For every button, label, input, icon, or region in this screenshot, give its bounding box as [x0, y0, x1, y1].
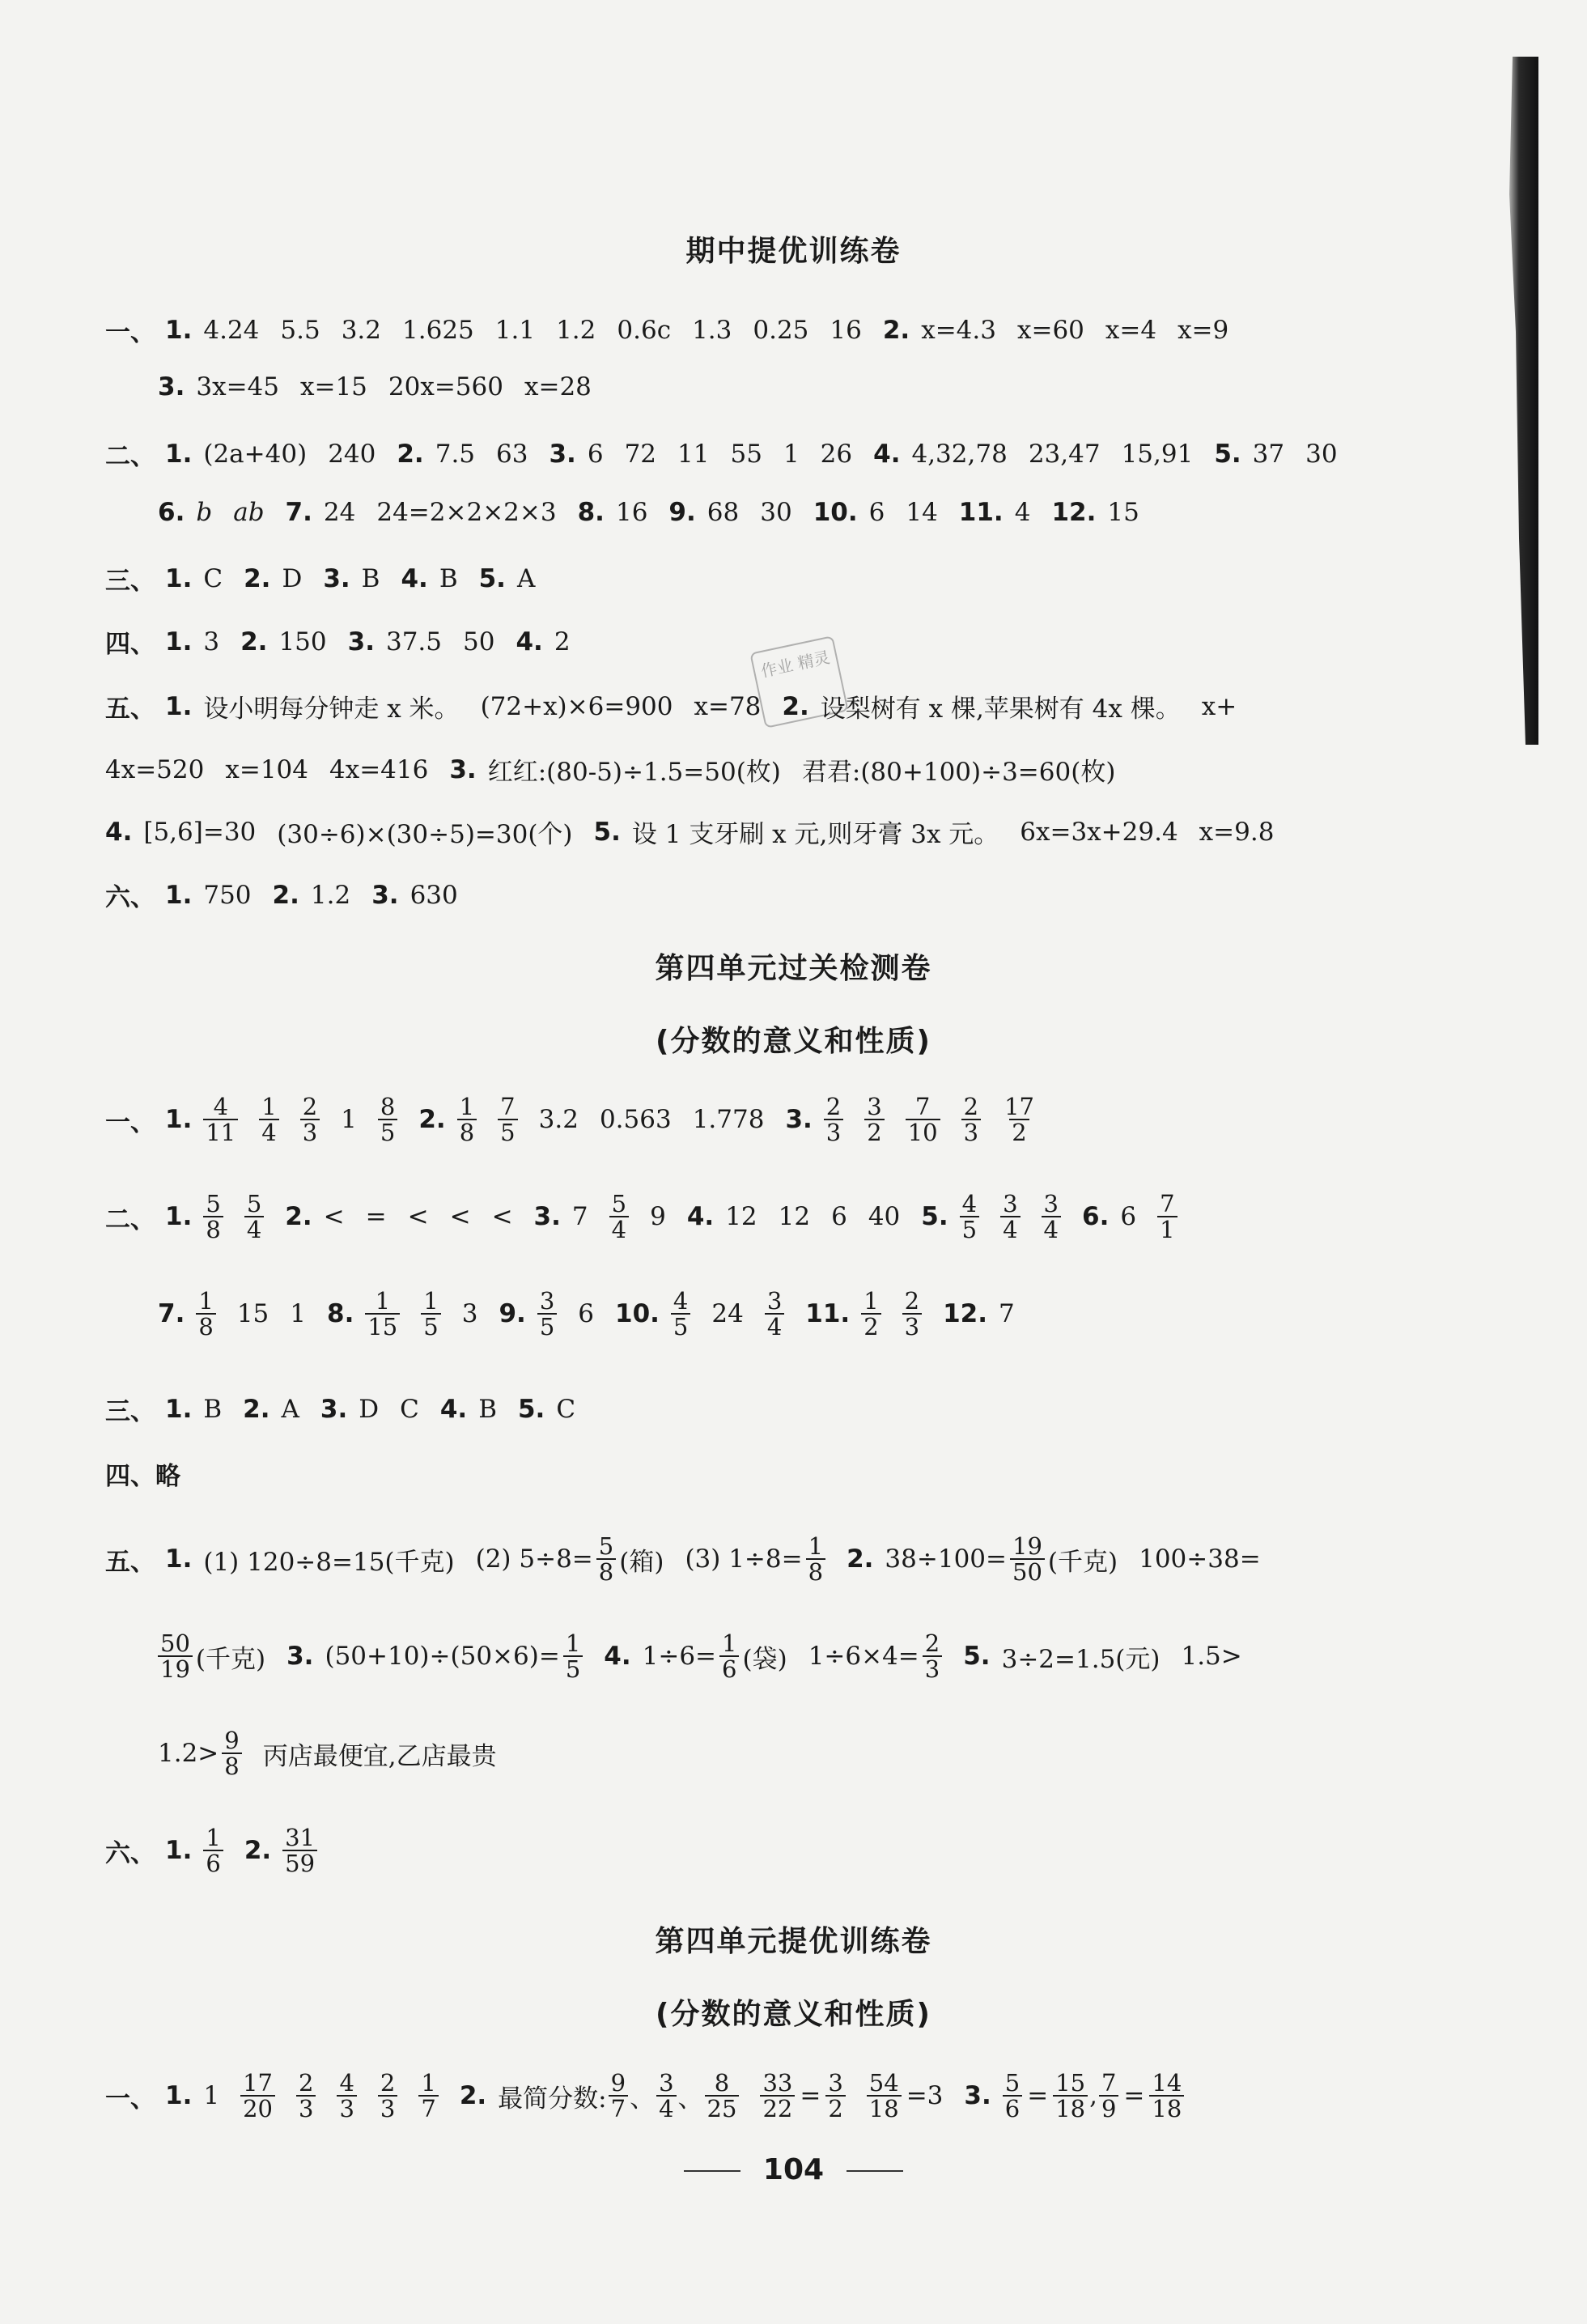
question-number: 2.	[459, 2081, 487, 2111]
fraction: $\frac{1}{8}$	[806, 1534, 825, 1585]
question-number: 1.	[165, 1105, 193, 1135]
midterm-answer-line-1	[105, 312, 1466, 348]
question-number: 3.	[347, 627, 375, 656]
answer: 6	[578, 1299, 594, 1329]
answer: 15	[236, 1299, 269, 1329]
fraction: $\frac{1}{15}$	[365, 1289, 400, 1340]
question-number: 1.	[165, 1544, 193, 1574]
answer: B	[478, 1394, 497, 1424]
unit4-answer-line-4	[105, 1391, 1466, 1427]
answer: 1.1	[494, 315, 536, 345]
answer: B	[361, 563, 380, 593]
fraction: $\frac{2}{3}$	[296, 2071, 316, 2122]
answer: 1.625	[402, 315, 474, 345]
question-number: 1.	[165, 1202, 193, 1232]
answer: x=4	[1105, 315, 1157, 345]
answer: 15,91	[1121, 439, 1194, 469]
answer: x=104	[225, 754, 308, 784]
fraction: $\frac{3}{5}$	[537, 1289, 557, 1340]
fraction: $\frac{33}{22}$	[760, 2071, 795, 2122]
question-number: 9.	[499, 1299, 526, 1329]
answer: x=60	[1016, 315, 1084, 345]
answer: 100÷38=	[1139, 1544, 1261, 1574]
question-number: 10.	[615, 1299, 660, 1329]
fraction: $\frac{2}{3}$	[923, 1631, 942, 1682]
answer: 1	[203, 2081, 220, 2111]
answer: 68	[707, 498, 740, 527]
answer: 3x=45	[196, 372, 279, 401]
answer: 150	[278, 627, 327, 656]
question-number: 2.	[882, 315, 910, 345]
answer: 750	[203, 880, 252, 910]
answer: B	[203, 1394, 223, 1424]
section-title-midterm: 期中提优训练卷	[685, 235, 902, 268]
part-one-label: 一、	[105, 2084, 155, 2114]
question-number: 3.	[158, 372, 185, 401]
question-number: 4.	[873, 439, 901, 469]
question-number: 3.	[323, 563, 350, 593]
question-number: 3.	[533, 1202, 561, 1232]
unit4-answer-line-6	[105, 1534, 1466, 1585]
question-number: 5.	[517, 1394, 545, 1424]
answer: B	[439, 563, 458, 593]
midterm-answer-line-9	[105, 814, 1466, 850]
fraction: $\frac{15}{18}$	[1053, 2071, 1088, 2122]
fraction: $\frac{4}{5}$	[671, 1289, 690, 1340]
question-number: 1.	[165, 1394, 193, 1424]
answer: 6	[868, 498, 885, 527]
question-number: 2.	[847, 1544, 874, 1574]
part-one-label: 一、	[105, 318, 155, 347]
answer: 3.2	[538, 1105, 579, 1135]
fraction: $\frac{8}{25}$	[705, 2071, 740, 2122]
part-four-label: 四、略	[105, 1462, 180, 1491]
answer: (千克)	[1047, 1547, 1118, 1577]
answer: 2	[554, 627, 571, 656]
midterm-answer-line-4	[158, 498, 1466, 527]
answer: 3	[461, 1299, 478, 1329]
part-four-label: 四、	[105, 630, 155, 659]
fraction: $\frac{5}{4}$	[609, 1192, 629, 1243]
question-number: 1.	[165, 691, 193, 721]
answer: 设小明每分钟走 x 米。	[203, 695, 460, 724]
part-six-label: 六、	[105, 1838, 155, 1868]
answer: 1	[341, 1105, 357, 1135]
question-number: 4.	[401, 563, 428, 593]
answer: 12	[778, 1202, 811, 1232]
fraction: $\frac{19}{50}$	[1010, 1534, 1045, 1585]
answer: 9	[650, 1202, 666, 1232]
midterm-answer-line-3	[105, 435, 1466, 472]
question-number: 5.	[1214, 439, 1241, 469]
fraction: $\frac{2}{3}$	[902, 1289, 922, 1340]
question-number: 5.	[963, 1642, 991, 1672]
watermark-stamp: 作业 精灵	[749, 635, 848, 729]
fraction: $\frac{4}{5}$	[960, 1192, 979, 1243]
fraction: $\frac{5}{6}$	[1003, 2071, 1022, 2122]
fraction: $\frac{54}{18}$	[867, 2071, 902, 2122]
question-number: 6.	[158, 498, 185, 527]
answer: 设 1 支牙刷 x 元,则牙膏 3x 元。	[631, 820, 999, 849]
question-number: 3.	[320, 1394, 348, 1424]
answer: 37	[1252, 439, 1285, 469]
answer: 1.2>	[158, 1739, 219, 1769]
part-three-label: 三、	[105, 567, 155, 596]
answer: 0.25	[753, 315, 809, 345]
answer: C	[400, 1394, 419, 1424]
fraction: $\frac{2}{3}$	[961, 1094, 981, 1145]
answer: 24	[711, 1299, 744, 1329]
answer: =	[365, 1202, 387, 1232]
answer: 1	[290, 1299, 306, 1329]
answer: (72+x)×6=900	[480, 691, 673, 721]
question-number: 9.	[668, 498, 696, 527]
unit4-answer-line-2	[105, 1192, 1466, 1243]
answer: 12	[725, 1202, 757, 1232]
part-five-label: 五、	[105, 1547, 155, 1577]
question-number: 3.	[785, 1105, 813, 1135]
question-number: 8.	[327, 1299, 354, 1329]
answer: A	[281, 1394, 299, 1424]
question-number: 3.	[449, 754, 477, 784]
answer: 63	[496, 439, 528, 469]
answer: 16	[615, 498, 648, 527]
fraction: $\frac{9}{8}$	[222, 1728, 241, 1779]
question-number: 2.	[244, 563, 271, 593]
question-number: 1.	[165, 315, 193, 345]
question-number: 4.	[105, 817, 133, 847]
question-number: 11.	[958, 498, 1004, 527]
answer: 7.5	[435, 439, 476, 469]
question-number: 1.	[165, 627, 193, 656]
section-subtitle-unit4-advanced: (分数的意义和性质)	[656, 1998, 931, 2031]
answer: b	[196, 498, 213, 527]
unit4-answer-line-3	[158, 1289, 1466, 1340]
part-three-label: 三、	[105, 1397, 155, 1426]
question-number: 11.	[805, 1299, 851, 1329]
question-number: 5.	[478, 563, 506, 593]
unit4-answer-line-8	[158, 1728, 1466, 1779]
fraction: $\frac{1}{8}$	[196, 1289, 215, 1340]
question-number: 6.	[1082, 1202, 1110, 1232]
fraction: $\frac{2}{3}$	[824, 1094, 843, 1145]
page-edge-shadow	[1506, 57, 1538, 745]
answer: [5,6]=30	[143, 817, 257, 847]
question-number: 3.	[964, 2081, 991, 2111]
question-number: 10.	[813, 498, 858, 527]
answer: 40	[868, 1202, 901, 1232]
answer: 11	[677, 439, 710, 469]
answer: 红红:(80-5)÷1.5=50(枚)	[487, 758, 781, 787]
answer: (箱)	[619, 1547, 664, 1577]
question-number: 1.	[165, 1836, 193, 1866]
question-number: 1.	[165, 880, 193, 910]
midterm-answer-line-8	[105, 751, 1466, 788]
answer: 240	[328, 439, 376, 469]
answer: 6	[831, 1202, 847, 1232]
part-six-label: 六、	[105, 883, 155, 912]
answer: 7	[999, 1299, 1015, 1329]
answer: (1) 120÷8=15(千克)	[203, 1547, 455, 1577]
answer: 设梨树有 x 棵,苹果树有 4x 棵。	[820, 695, 1181, 724]
fraction: $\frac{2}{3}$	[300, 1094, 320, 1145]
question-number: 5.	[593, 817, 621, 847]
answer: 1	[783, 439, 800, 469]
fraction: $\frac{3}{4}$	[1042, 1192, 1061, 1243]
answer: (千克)	[195, 1644, 266, 1674]
question-number: 4.	[516, 627, 543, 656]
fraction: $\frac{7}{10}$	[906, 1094, 940, 1145]
question-number: 5.	[921, 1202, 948, 1232]
answer: (袋)	[742, 1644, 787, 1674]
question-number: 2.	[272, 880, 299, 910]
answer: 50	[463, 627, 495, 656]
question-number: 7.	[285, 498, 312, 527]
answer: 4.24	[203, 315, 260, 345]
fraction: $\frac{1}{5}$	[421, 1289, 440, 1340]
question-number: 1.	[165, 2081, 193, 2111]
answer: x=9.8	[1199, 817, 1275, 847]
answer: 3.2	[341, 315, 382, 345]
fraction: $\frac{3}{4}$	[1000, 1192, 1020, 1243]
answer: <	[449, 1202, 471, 1232]
fraction: $\frac{31}{59}$	[282, 1825, 317, 1876]
answer: (2a+40)	[203, 439, 308, 469]
fraction: $\frac{50}{19}$	[158, 1631, 193, 1682]
answer: 4x=416	[329, 754, 429, 784]
fraction: $\frac{8}{5}$	[378, 1094, 397, 1145]
midterm-answer-line-2	[158, 372, 1466, 401]
answer: 6	[587, 439, 604, 469]
unit4-answer-line-7	[158, 1631, 1466, 1682]
fraction: $\frac{17}{2}$	[1004, 1093, 1034, 1147]
fraction: $\frac{1}{8}$	[457, 1094, 477, 1145]
separator: 、	[630, 2084, 656, 2114]
answer: x=4.3	[921, 315, 996, 345]
answer: A	[516, 563, 536, 593]
answer: =	[800, 2081, 821, 2111]
midterm-answer-line-10	[105, 877, 1466, 913]
answer: 最简分数:	[498, 2084, 607, 2114]
fraction: $\frac{2}{3}$	[378, 2071, 397, 2122]
answer: 6	[1120, 1202, 1137, 1232]
answer: 1.2	[310, 880, 351, 910]
unit4-advanced-answer-line-1	[105, 2071, 1466, 2122]
answer: ab	[233, 498, 265, 527]
section-title-unit4-test: 第四单元过关检测卷	[655, 952, 932, 985]
unit4-answer-line-9	[105, 1825, 1466, 1876]
answer: 30	[1305, 439, 1338, 469]
fraction: $\frac{5}{4}$	[244, 1192, 264, 1243]
part-one-label: 一、	[105, 1107, 155, 1137]
fraction: $\frac{7}{9}$	[1099, 2071, 1118, 2122]
answer: x=28	[524, 372, 592, 401]
fraction: $\frac{5}{8}$	[596, 1534, 616, 1585]
question-number: 2.	[285, 1202, 312, 1232]
answer: 24=2×2×2×3	[376, 498, 557, 527]
midterm-answer-line-7	[105, 688, 1466, 724]
page-number: 104	[0, 2153, 1587, 2186]
fraction: $\frac{1}{7}$	[418, 2071, 438, 2122]
part-two-label: 二、	[105, 1204, 155, 1234]
answer: C	[203, 563, 223, 593]
answer: 1÷6=	[642, 1642, 717, 1672]
question-number: 2.	[240, 627, 268, 656]
midterm-answer-line-5	[105, 560, 1466, 597]
question-number: 2.	[782, 691, 809, 721]
answer: x+	[1201, 691, 1237, 721]
answer: 丙店最便宜,乙店最贵	[262, 1741, 497, 1771]
answer: x=9	[1178, 315, 1229, 345]
answer: 15	[1107, 498, 1139, 527]
fraction: $\frac{17}{20}$	[240, 2071, 275, 2122]
section-subtitle-unit4-test: (分数的意义和性质)	[656, 1025, 931, 1058]
question-number: 3.	[549, 439, 576, 469]
fraction: $\frac{9}{7}$	[609, 2071, 628, 2122]
fraction: $\frac{1}{6}$	[719, 1631, 739, 1682]
answer: 1.2	[556, 315, 596, 345]
answer: 7	[571, 1202, 588, 1232]
question-number: 1.	[165, 439, 193, 469]
question-number: 2.	[244, 1836, 272, 1866]
answer: x=15	[300, 372, 367, 401]
question-number: 8.	[577, 498, 605, 527]
question-number: 4.	[439, 1394, 468, 1424]
unit4-answer-line-1	[105, 1094, 1466, 1145]
question-number: 3.	[371, 880, 399, 910]
answer: 5.5	[280, 315, 320, 345]
answer: 38÷100=	[885, 1544, 1007, 1574]
answer: 3	[203, 627, 220, 656]
answer: <	[323, 1202, 345, 1232]
answer: 4,32,78	[911, 439, 1008, 469]
fraction: $\frac{4}{11}$	[203, 1094, 238, 1145]
answer: 4x=520	[105, 754, 205, 784]
question-number: 2.	[397, 439, 424, 469]
fraction: $\frac{1}{2}$	[861, 1289, 880, 1340]
answer: 16	[830, 315, 862, 345]
answer: (2) 5÷8=	[475, 1544, 593, 1574]
answer: 14	[906, 498, 938, 527]
answer: x=78	[694, 691, 762, 721]
question-number: 2.	[243, 1394, 270, 1424]
answer: 6x=3x+29.4	[1020, 817, 1178, 847]
answer: 37.5	[385, 627, 443, 656]
fraction: $\frac{14}{18}$	[1149, 2071, 1184, 2122]
section-title-unit4-advanced: 第四单元提优训练卷	[655, 1925, 932, 1958]
answer: (3) 1÷8=	[685, 1544, 803, 1574]
answer: 1.3	[692, 315, 732, 345]
question-number: 1.	[165, 563, 193, 593]
part-two-label: 二、	[105, 442, 155, 471]
answer: 24	[323, 498, 356, 527]
answer: 630	[409, 880, 458, 910]
question-number: 2.	[418, 1105, 446, 1135]
answer: 1.5>	[1181, 1642, 1242, 1672]
fraction: $\frac{3}{2}$	[825, 2071, 845, 2122]
answer: 3÷2=1.5(元)	[1001, 1644, 1161, 1674]
fraction: $\frac{3}{4}$	[765, 1289, 784, 1340]
separator: ,	[1089, 2081, 1097, 2111]
fraction: $\frac{1}{5}$	[563, 1631, 583, 1682]
fraction: $\frac{1}{4}$	[259, 1094, 278, 1145]
unit4-answer-line-5	[105, 1455, 1466, 1492]
question-number: 4.	[604, 1642, 631, 1672]
answer: 30	[760, 498, 792, 527]
answer: C	[556, 1394, 576, 1424]
answer: D	[282, 563, 303, 593]
question-number: 7.	[158, 1299, 185, 1329]
answer: <	[491, 1202, 513, 1232]
question-number: 12.	[1051, 498, 1097, 527]
answer: 0.6c	[617, 315, 672, 345]
question-number: 12.	[943, 1299, 988, 1329]
answer: <	[407, 1202, 429, 1232]
answer: 1÷6×4=	[808, 1642, 919, 1672]
answer: D	[359, 1394, 380, 1424]
answer: (30÷6)×(30÷5)=30(个)	[277, 820, 573, 849]
fraction: $\frac{4}{3}$	[337, 2071, 356, 2122]
part-five-label: 五、	[105, 695, 155, 724]
separator: 、	[677, 2084, 703, 2114]
fraction: $\frac{3}{2}$	[864, 1094, 884, 1145]
answer: 72	[624, 439, 657, 469]
answer: 55	[730, 439, 762, 469]
question-number: 4.	[686, 1202, 715, 1232]
fraction: $\frac{5}{8}$	[203, 1192, 223, 1243]
fraction: $\frac{7}{1}$	[1157, 1192, 1177, 1243]
question-number: 3.	[286, 1642, 314, 1672]
answer: =3	[906, 2081, 944, 2111]
fraction: $\frac{3}{4}$	[656, 2071, 676, 2122]
answer: 20x=560	[388, 372, 503, 401]
answer: 君君:(80+100)÷3=60(枚)	[801, 758, 1116, 787]
fraction: $\frac{1}{6}$	[203, 1825, 223, 1876]
answer: (50+10)÷(50×6)=	[325, 1642, 560, 1672]
answer: =	[1123, 2081, 1145, 2111]
answer: 4	[1014, 498, 1031, 527]
answer: =	[1027, 2081, 1049, 2111]
answer: 1.778	[692, 1105, 765, 1135]
answer: 0.563	[599, 1105, 672, 1135]
answer: 23,47	[1028, 439, 1101, 469]
answer: 26	[820, 439, 853, 469]
fraction: $\frac{7}{5}$	[498, 1094, 517, 1145]
